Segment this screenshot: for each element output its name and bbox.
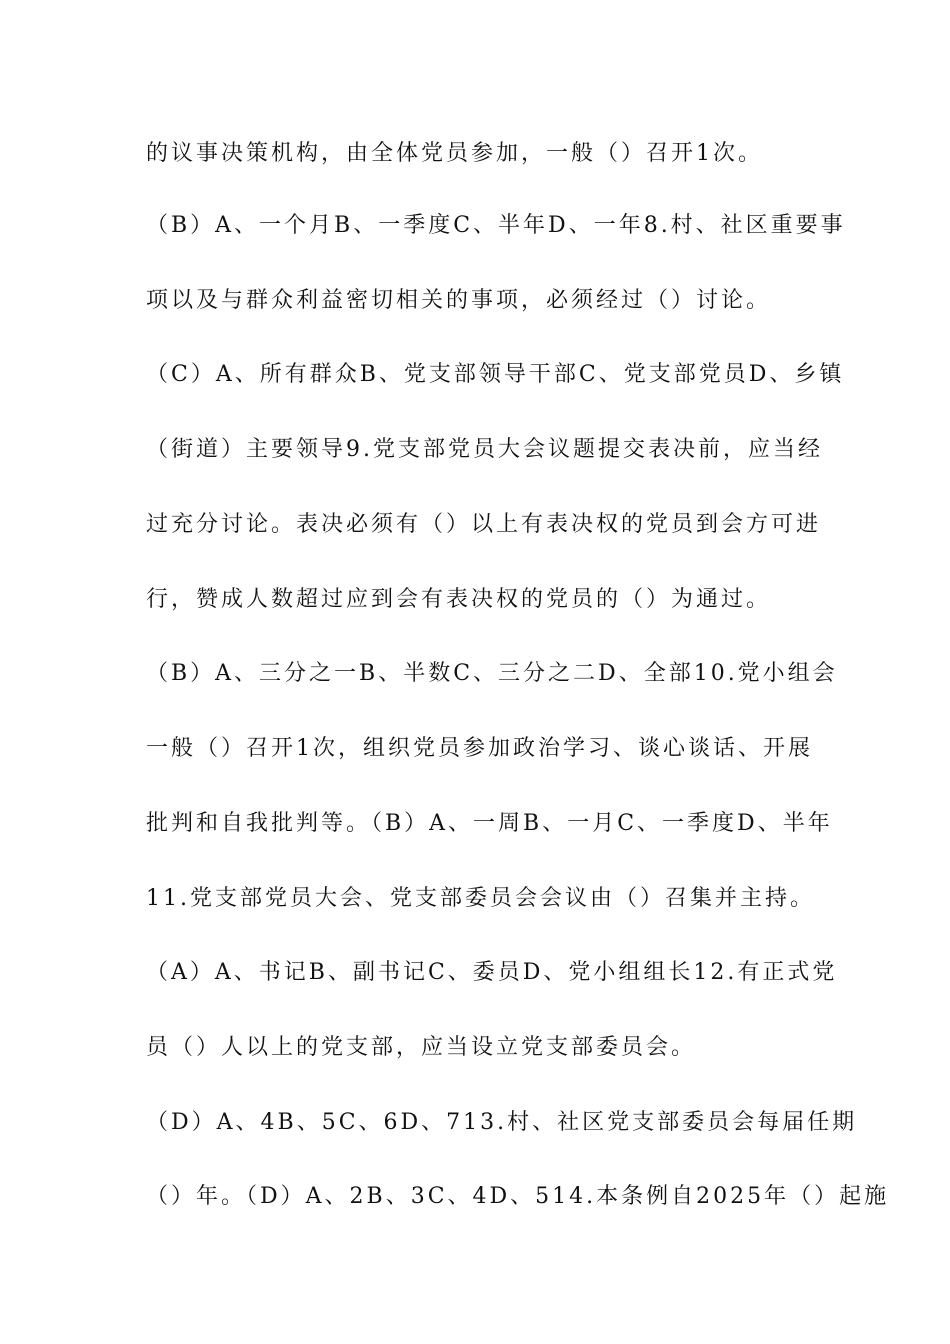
text-line: 行，赞成人数超过应到会有表决权的党员的（）为通过。 bbox=[146, 587, 772, 612]
text-line: 11.党支部党员大会、党支部委员会会议由（）召集并主持。 bbox=[146, 886, 815, 911]
text-line: 项以及与群众利益密切相关的事项，必须经过（）讨论。 bbox=[146, 288, 772, 313]
text-line: （B）A、一个月B、一季度C、半年D、一年8.村、社区重要事 bbox=[146, 213, 846, 238]
text-line: （C）A、所有群众B、党支部领导干部C、党支部党员D、乡镇 bbox=[146, 362, 845, 387]
text-line: 批判和自我批判等。（B）A、一周B、一月C、一季度D、半年 bbox=[146, 811, 833, 836]
text-line: 过充分讨论。表决必须有（）以上有表决权的党员到会方可进 bbox=[146, 512, 822, 537]
text-line: （D）A、4B、5C、6D、713.村、社区党支部委员会每届任期 bbox=[146, 1110, 858, 1135]
text-line: 的议事决策机构，由全体党员参加，一般（）召开1次。 bbox=[146, 141, 763, 166]
text-line: （A）A、书记B、副书记C、委员D、党小组组长12.有正式党 bbox=[146, 960, 838, 985]
text-line: 员（）人以上的党支部，应当设立党支部委员会。 bbox=[146, 1035, 697, 1060]
text-line: （）年。（D）A、2B、3C、4D、514.本条例自2025年（）起施 bbox=[146, 1184, 890, 1209]
text-line: 一般（）召开1次，组织党员参加政治学习、谈心谈话、开展 bbox=[146, 736, 813, 761]
text-line: （B）A、三分之一B、半数C、三分之二D、全部10.党小组会 bbox=[146, 661, 838, 686]
text-line: （街道）主要领导9.党支部党员大会议题提交表决前，应当经 bbox=[146, 437, 823, 462]
